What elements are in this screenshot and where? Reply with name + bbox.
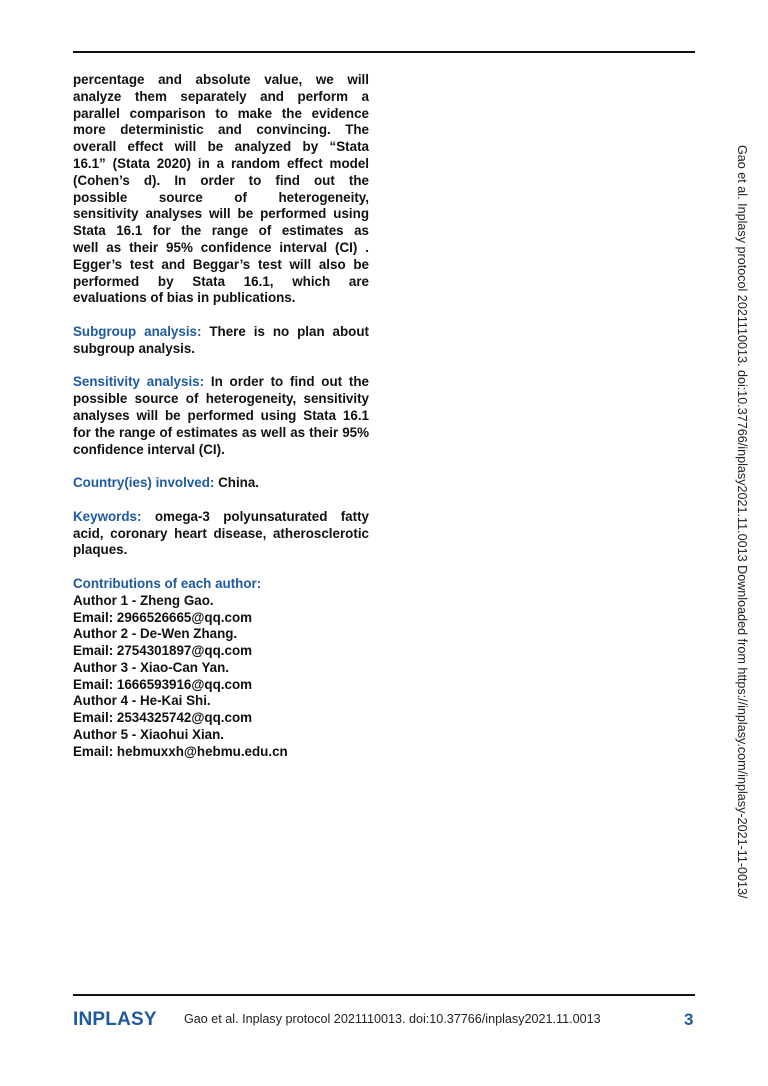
analysis-line: analyze them separately and perform a (73, 88, 369, 104)
analysis-line: sensitivity analyses will be performed using (73, 206, 369, 222)
sensitivity-paragraph (73, 374, 369, 458)
bottom-rule (73, 994, 695, 996)
contributions-section (73, 576, 369, 761)
analysis-line: overall effect will be analyzed by “Stata (73, 139, 369, 155)
analysis-line: more deterministic and convincing. The (73, 122, 369, 138)
author-email: Email: 1666593916@qq.com (73, 676, 253, 692)
analysis-line: 16.1” (Stata 2020) in a random effect model (73, 155, 369, 171)
author-email: Email: hebmuxxh@hebmu.edu.cn (73, 743, 288, 759)
page-number: 3 (684, 1010, 694, 1029)
footer-citation: Gao et al. Inplasy protocol 2021110013. doi:10.37766/inplasy2021.11.0013 (184, 1012, 601, 1026)
author-email: Email: 2534325742@qq.com (73, 710, 253, 726)
country-text: China. (218, 475, 260, 491)
main-column (73, 72, 369, 761)
analysis-line: performed by Stata 16.1, which are (73, 273, 369, 289)
author-list (73, 593, 369, 761)
analysis-line: percentage and absolute value, we will (73, 72, 369, 87)
author-email: Email: 2754301897@qq.com (73, 643, 253, 659)
side-download-note: Gao et al. Inplasy protocol 2021110013. doi:10.37766/inplasy2021.11.0013 Downloaded from https://inplasy.com/inplasy-2021-11-0013/ (735, 145, 749, 899)
country-heading: Country(ies) involved: (73, 475, 215, 491)
keywords-paragraph (73, 509, 369, 559)
keywords-text: omega-3 polyunsaturated fatty acid, coronary heart disease, atherosclerotic plaques. (73, 508, 369, 558)
subgroup-text: There is no plan about subgroup analysis. (73, 323, 369, 356)
subgroup-paragraph (73, 324, 369, 358)
inplasy-logo: INPLASY (73, 1009, 157, 1030)
analysis-line: parallel comparison to make the evidence (73, 105, 369, 121)
author-line: Author 5 - Xiaohui Xian. (73, 727, 225, 743)
analysis-line: well as their 95% confidence interval (CI) . (73, 239, 369, 255)
country-paragraph (73, 475, 369, 492)
contributions-heading: Contributions of each author: (73, 575, 262, 591)
author-line: Author 3 - Xiao-Can Yan. (73, 659, 229, 675)
author-email: Email: 2966526665@qq.com (73, 609, 253, 625)
analysis-paragraph (73, 72, 369, 307)
analysis-line: evaluations of bias in publications. (73, 290, 296, 306)
top-rule (73, 51, 695, 53)
analysis-line: possible source of heterogeneity, (73, 189, 369, 205)
sensitivity-heading: Sensitivity analysis: (73, 374, 205, 390)
author-line: Author 4 - He-Kai Shi. (73, 693, 211, 709)
analysis-line: (Cohen’s d). In order to find out the (73, 172, 369, 188)
subgroup-heading: Subgroup analysis: (73, 323, 202, 339)
analysis-line: Egger’s test and Beggar’s test will also be (73, 256, 369, 272)
keywords-heading: Keywords: (73, 508, 142, 524)
sensitivity-text: In order to find out the possible source of heterogeneity, sensitivity analyses will be performed using Stata 16.1 for the range of estimates as well as their 95% confidence interval (CI). (73, 374, 369, 457)
author-line: Author 2 - De-Wen Zhang. (73, 626, 238, 642)
analysis-line: Stata 16.1 for the range of estimates as (73, 223, 369, 239)
author-line: Author 1 - Zheng Gao. (73, 592, 214, 608)
